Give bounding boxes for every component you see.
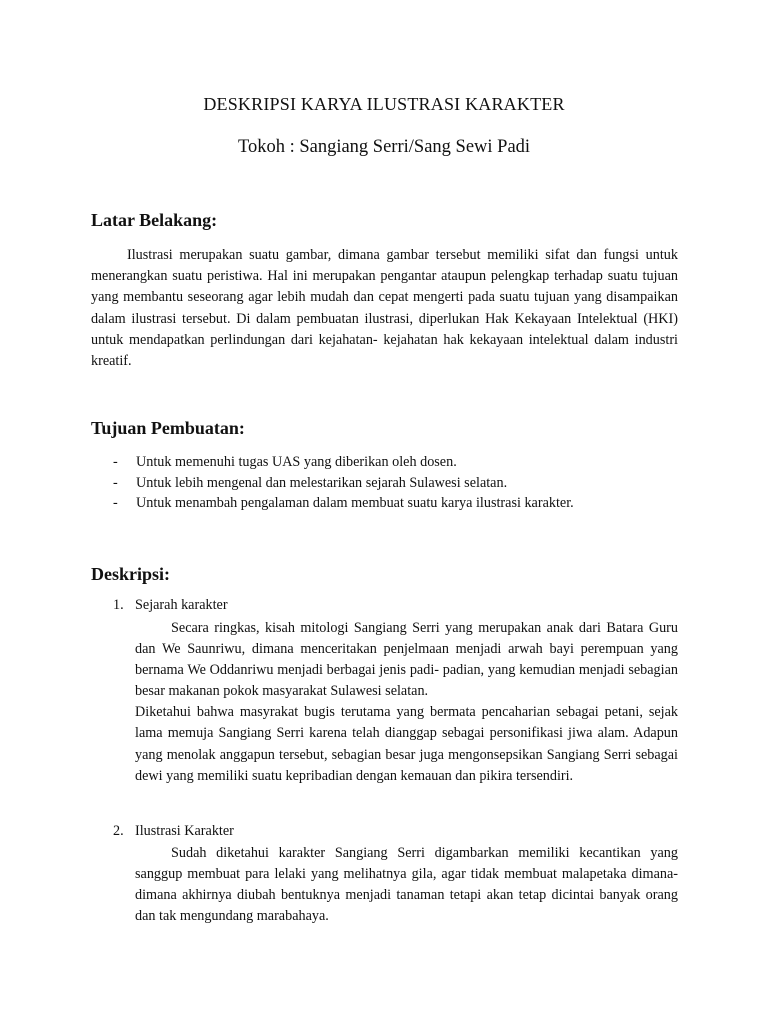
bullet-marker: - — [113, 495, 118, 512]
list-item-text: Untuk memenuhi tugas UAS yang diberikan oleh dosen. — [136, 454, 457, 470]
document-title: DESKRIPSI KARYA ILUSTRASI KARAKTER — [203, 94, 565, 114]
list-item-text: Untuk lebih mengenal dan melestarikan sejarah Sulawesi selatan. — [136, 474, 508, 491]
bullet-marker: - — [113, 454, 118, 470]
list-item-text: Untuk menambah pengalaman dalam membuat suatu karya ilustrasi karakter. — [136, 495, 574, 512]
document-subtitle: Tokoh : Sangiang Serri/Sang Sewi Padi — [237, 137, 531, 157]
list-item — [91, 452, 691, 473]
section-label: Ilustrasi Karakter — [135, 823, 234, 839]
sejarah-paragraph-1: Secara ringkas, kisah mitologi Sangiang Serri yang merupakan anak dari Batara Guru dan We Saunriwu, dimana menceritakan penjelmaan menjadi arwah bayi perempuan yang bernama We Oddanriwu menjadi berbagai jenis padi- padian, yang kemudian menjadi sebagian besar makanan pokok masyarakat Sulawesi selatan. — [135, 620, 678, 700]
section-number: 1. — [113, 597, 124, 613]
latar-belakang-paragraph: Ilustrasi merupakan suatu gambar, dimana gambar tersebut memiliki sifat dan fungsi untuk menerangkan suatu peristiwa. Hal ini merupakan pengantar ataupun pelengkap terhadap suatu tujuan yang membantu seseorang agar lebih mudah dan cepat mengerti pada suatu tujuan yang disampaikan dalam ilustrasi tersebut. Di dalam pembuatan ilustrasi, diperlukan Hak Kekayaan Intelektual (HKI) untuk mendapatkan perlindungan dari kejahatan- kejahatan hak kekayaan intelektual dalam industri kreatif. — [91, 247, 678, 370]
section-label: Sejarah karakter — [135, 597, 228, 613]
ilustrasi-karakter-body — [135, 843, 678, 927]
list-item — [91, 493, 691, 514]
ilustrasi-paragraph-1: Sudah diketahui karakter Sangiang Serri digambarkan memiliki kecantikan yang sanggup membuat para lelaki yang melihatnya gila, agar tidak membuat malapetaka dimana- dimana akhirnya diubah bentuknya menjadi tanaman tetapi akan tetap dicintai banyak orang dan tak mengundang marabahaya. — [135, 845, 678, 925]
list-item — [91, 473, 691, 494]
heading-tujuan-pembuatan: Tujuan Pembuatan: — [91, 418, 245, 438]
bullet-marker: - — [113, 474, 118, 491]
sejarah-karakter-body — [135, 618, 678, 787]
sejarah-paragraph-2: Diketahui bahwa masyrakat bugis terutama yang bermata pencaharian sebagai petani, sejak lama memuja Sangiang Serri karena telah dianggap sebagai personifikasi jiwa alam. Adapun yang menolak anggapun tersebut, sebagian besar juga mengonsepsikan Sangiang Serri sebagai dewi yang memiliki suatu kepribadian dengan kemauan dan pikira tersendiri. — [135, 704, 678, 784]
heading-latar-belakang: Latar Belakang: — [91, 210, 218, 230]
section-number: 2. — [113, 823, 124, 839]
tujuan-list — [91, 452, 691, 514]
heading-deskripsi: Deskripsi: — [91, 564, 171, 584]
